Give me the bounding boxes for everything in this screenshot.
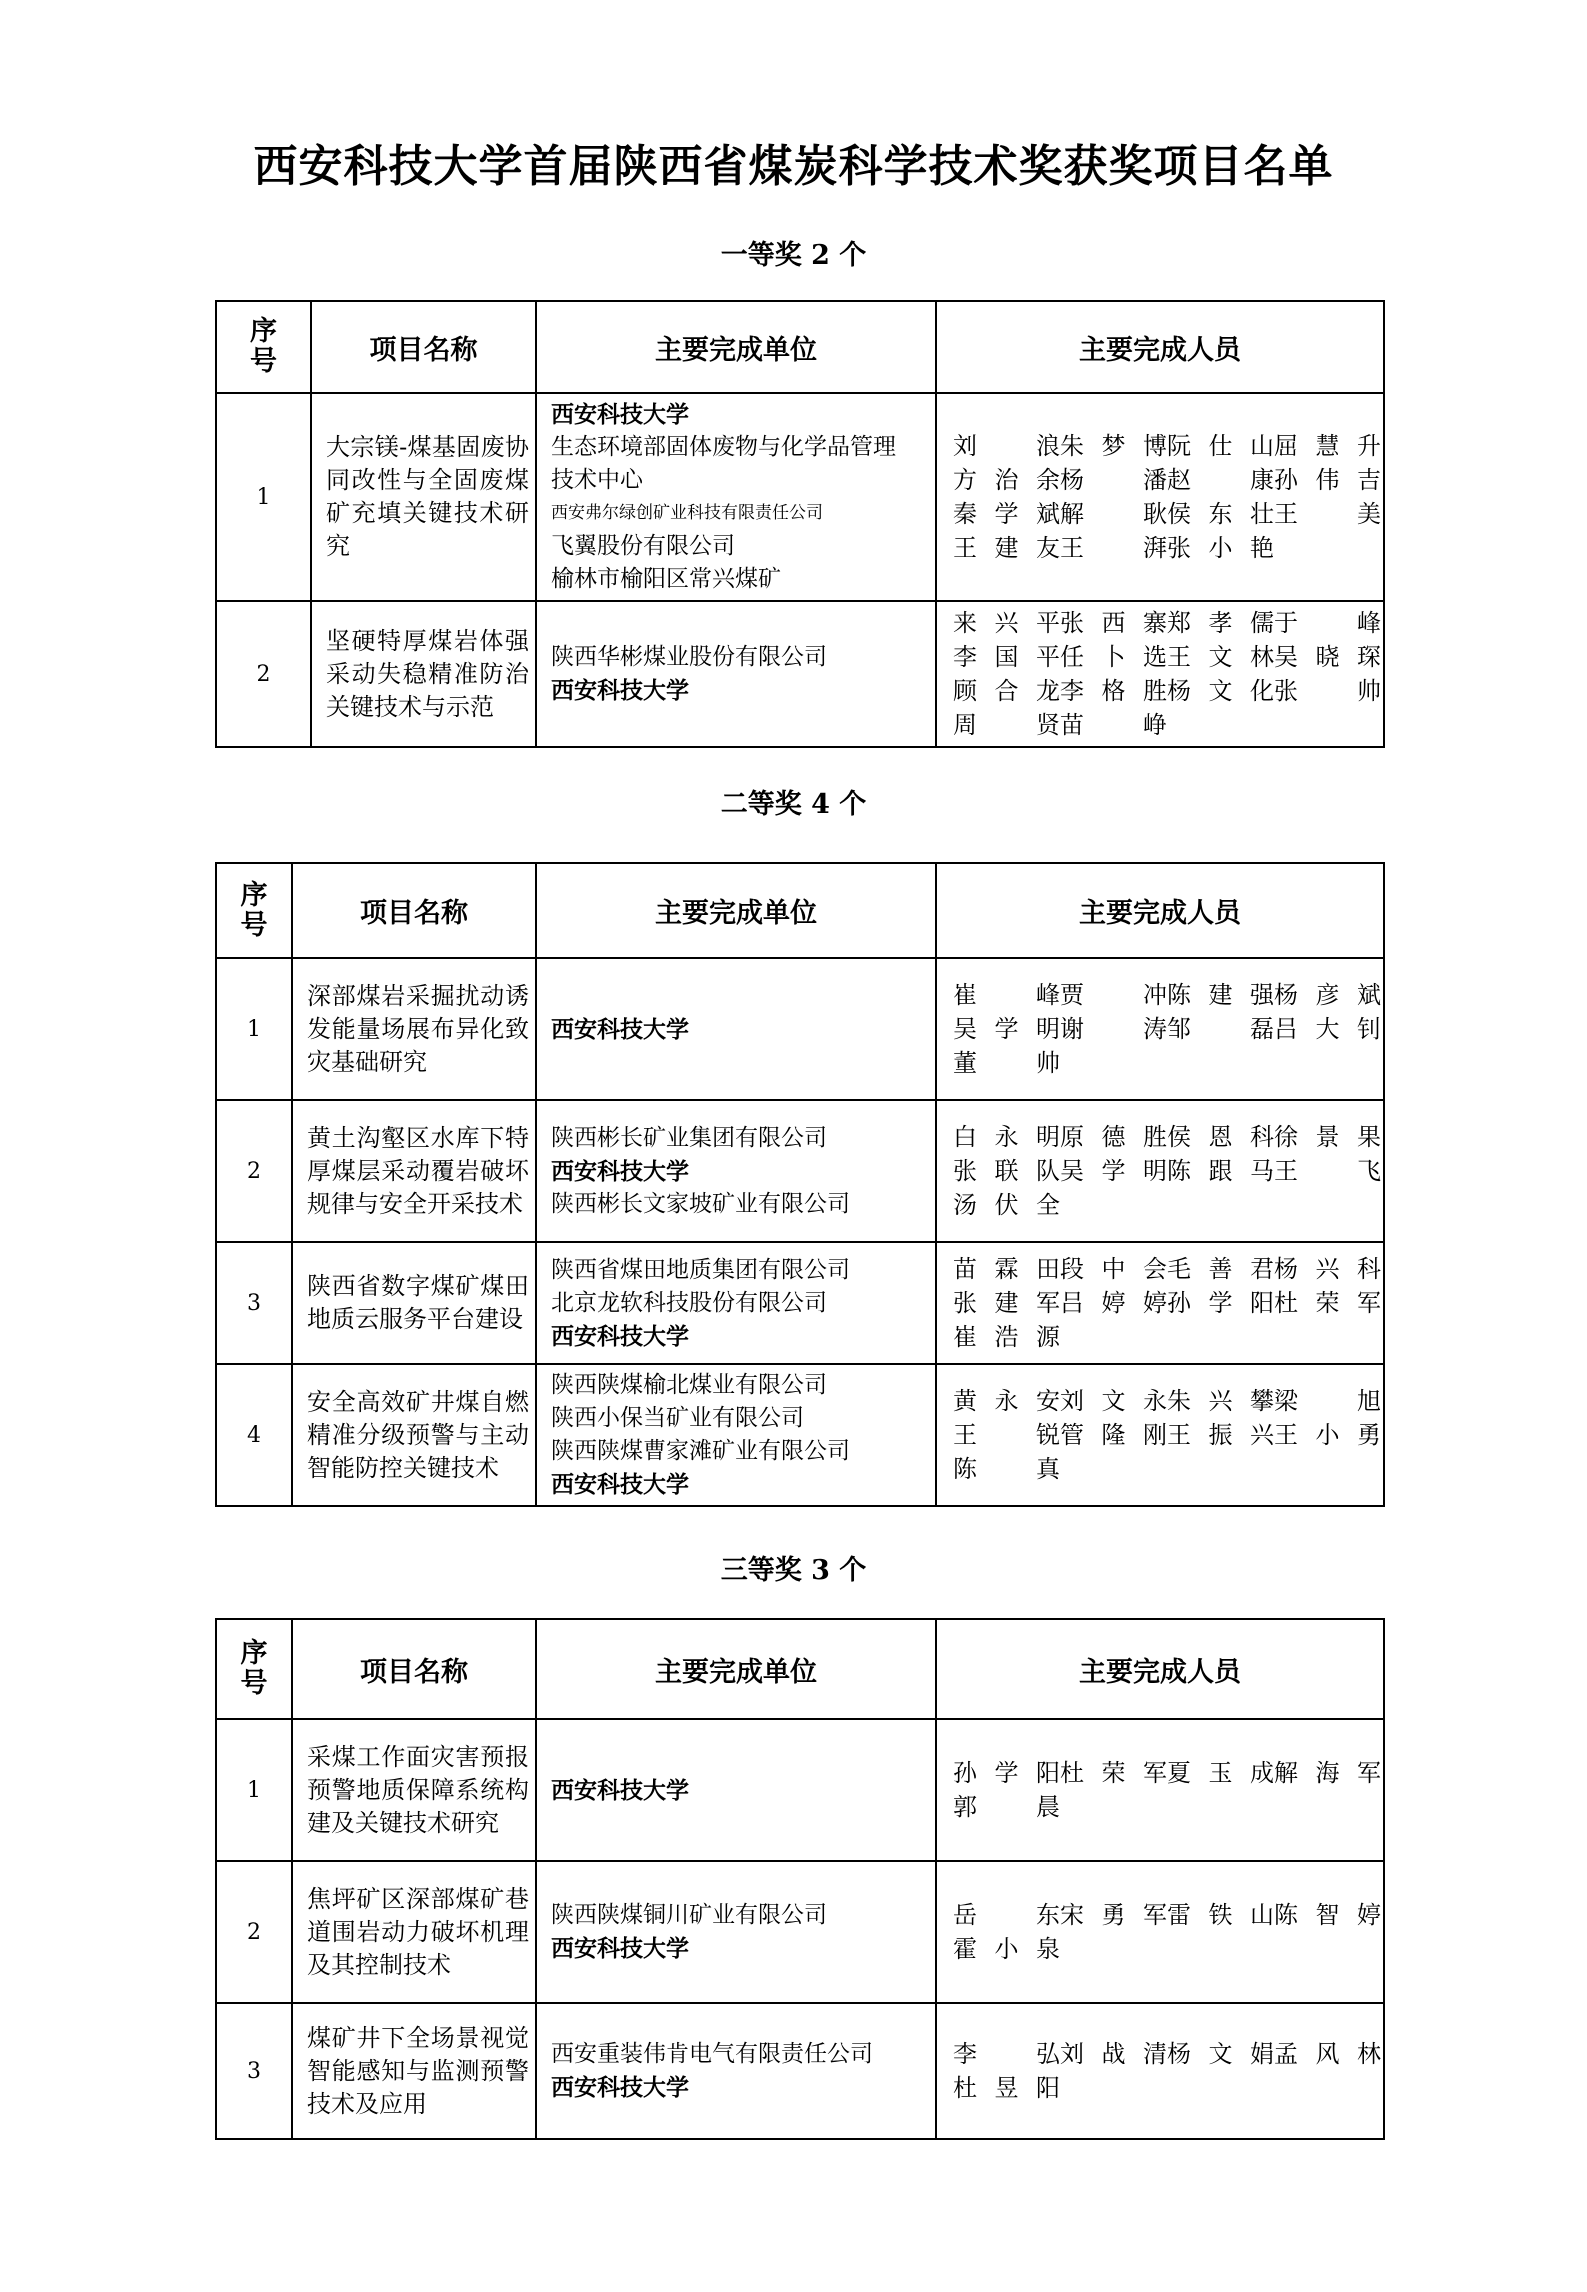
person-name: 崔峰 bbox=[953, 981, 1060, 1009]
header-people: 主要完成人员 bbox=[936, 863, 1384, 958]
person-name: 王湃 bbox=[1060, 534, 1167, 562]
person-name: 杨兴科 bbox=[1274, 1255, 1381, 1283]
row-seq-number: 3 bbox=[216, 1242, 292, 1364]
person-name: 陈真 bbox=[953, 1455, 1060, 1483]
person-name: 王文林 bbox=[1167, 643, 1274, 671]
unit-name: 西安科技大学 bbox=[551, 1015, 689, 1043]
header-units: 主要完成单位 bbox=[536, 863, 936, 958]
people-line bbox=[953, 463, 1381, 497]
unit-name: 陕西彬长矿业集团有限公司 bbox=[551, 1124, 827, 1151]
person-name: 霍小泉 bbox=[953, 1935, 1060, 1963]
people-line bbox=[953, 497, 1381, 531]
completing-units bbox=[536, 1719, 936, 1861]
third-prize-table bbox=[215, 1618, 1385, 2140]
person-name: 陈跟马 bbox=[1167, 1157, 1274, 1185]
person-name: 朱兴攀 bbox=[1167, 1387, 1274, 1415]
person-name: 于峰 bbox=[1274, 609, 1381, 637]
people-line bbox=[953, 1932, 1375, 1966]
person-name: 毛善君 bbox=[1167, 1255, 1274, 1283]
person-name: 郭晨 bbox=[953, 1793, 1060, 1821]
person-name: 原德胜 bbox=[1060, 1123, 1167, 1151]
person-name: 白永明 bbox=[953, 1123, 1060, 1151]
people-line bbox=[953, 1898, 1381, 1932]
unit-name: 陕西陕煤曹家滩矿业有限公司 bbox=[551, 1438, 850, 1464]
person-name: 王飞 bbox=[1274, 1157, 1381, 1185]
row-seq-number: 2 bbox=[216, 1861, 292, 2003]
person-name: 侯恩科 bbox=[1167, 1123, 1274, 1151]
people-line bbox=[953, 1012, 1381, 1046]
header-seq: 序 号 bbox=[216, 863, 292, 958]
person-name: 管隆刚 bbox=[1060, 1421, 1167, 1449]
person-name: 解海军 bbox=[1274, 1759, 1381, 1787]
row-seq-number: 1 bbox=[216, 1719, 292, 1861]
person-name: 张帅 bbox=[1274, 677, 1381, 705]
completing-units bbox=[536, 958, 936, 1100]
completing-people bbox=[936, 601, 1384, 747]
completing-units bbox=[536, 2003, 936, 2139]
person-name: 段中会 bbox=[1060, 1255, 1167, 1283]
person-name: 吴学明 bbox=[953, 1015, 1060, 1043]
row-seq-number: 2 bbox=[216, 601, 311, 747]
person-name: 徐景果 bbox=[1274, 1123, 1381, 1151]
unit-name: 陕西小保当矿业有限公司 bbox=[551, 1405, 804, 1431]
person-name: 谢涛 bbox=[1060, 1015, 1167, 1043]
person-name: 张建军 bbox=[953, 1289, 1060, 1317]
completing-people bbox=[936, 1100, 1384, 1242]
people-line bbox=[953, 708, 1375, 742]
person-name: 贾冲 bbox=[1060, 981, 1167, 1009]
project-name: 焦坪矿区深部煤矿巷道围岩动力破坏机理及其控制技术 bbox=[292, 1861, 536, 2003]
row-seq-number: 1 bbox=[216, 958, 292, 1100]
person-name: 邹磊 bbox=[1167, 1015, 1274, 1043]
unit-name: 西安科技大学 bbox=[551, 401, 689, 428]
table-header-row bbox=[216, 863, 1384, 958]
person-name: 吴学明 bbox=[1060, 1157, 1167, 1185]
completing-people bbox=[936, 2003, 1384, 2139]
person-name: 黄永安 bbox=[953, 1387, 1060, 1415]
completing-people bbox=[936, 1719, 1384, 1861]
person-name: 杨文娟 bbox=[1167, 2040, 1274, 2068]
project-name: 黄土沟壑区水库下特厚煤层采动覆岩破坏规律与安全开采技术 bbox=[292, 1100, 536, 1242]
table-row bbox=[216, 1242, 1384, 1364]
person-name: 杜荣军 bbox=[1274, 1289, 1381, 1317]
people-line bbox=[953, 1046, 1375, 1080]
person-name: 夏玉成 bbox=[1167, 1759, 1274, 1787]
table-row bbox=[216, 1364, 1384, 1506]
person-name: 李格胜 bbox=[1060, 677, 1167, 705]
unit-name: 西安科技大学 bbox=[551, 1322, 689, 1350]
first-prize-table bbox=[215, 300, 1385, 748]
person-name: 侯东壮 bbox=[1167, 500, 1274, 528]
unit-name: 陕西华彬煤业股份有限公司 bbox=[551, 644, 827, 670]
person-name: 杜昱阳 bbox=[953, 2074, 1060, 2102]
people-line bbox=[953, 1452, 1375, 1486]
completing-units bbox=[536, 1242, 936, 1364]
person-name: 张联队 bbox=[953, 1157, 1060, 1185]
person-name: 郑孝儒 bbox=[1167, 609, 1274, 637]
person-name: 刘浪 bbox=[953, 432, 1060, 460]
person-name: 张西寨 bbox=[1060, 609, 1167, 637]
project-name: 坚硬特厚煤岩体强采动失稳精准防治关键技术与示范 bbox=[311, 601, 536, 747]
people-line bbox=[953, 1418, 1381, 1452]
project-name: 大宗镁-煤基固废协同改性与全固废煤矿充填关键技术研究 bbox=[311, 393, 536, 601]
header-seq: 序 号 bbox=[216, 1619, 292, 1719]
person-name: 李弘 bbox=[953, 2040, 1060, 2068]
person-name: 吴晓琛 bbox=[1274, 643, 1381, 671]
person-name: 孙学阳 bbox=[1167, 1289, 1274, 1317]
section-heading-third-prize: 三等奖 3 个 bbox=[720, 1555, 867, 1586]
person-name: 董帅 bbox=[953, 1049, 1060, 1077]
person-name: 周贤 bbox=[953, 711, 1060, 739]
people-line bbox=[953, 1120, 1381, 1154]
completing-units bbox=[536, 601, 936, 747]
completing-people bbox=[936, 958, 1384, 1100]
table-row bbox=[216, 1719, 1384, 1861]
person-name: 顾合龙 bbox=[953, 677, 1060, 705]
people-line bbox=[953, 1286, 1381, 1320]
people-line bbox=[953, 674, 1381, 708]
people-line bbox=[953, 1252, 1381, 1286]
person-name: 苗峥 bbox=[1060, 711, 1167, 739]
person-name: 吕大钊 bbox=[1274, 1015, 1381, 1043]
person-name: 刘文永 bbox=[1060, 1387, 1167, 1415]
person-name: 杨潘 bbox=[1060, 466, 1167, 494]
second-prize-table bbox=[215, 862, 1385, 1507]
people-line bbox=[953, 640, 1381, 674]
people-line bbox=[953, 1154, 1381, 1188]
person-name: 孙学阳 bbox=[953, 1759, 1060, 1787]
person-name: 陈建强 bbox=[1167, 981, 1274, 1009]
unit-name: 陕西省煤田地质集团有限公司 bbox=[551, 1256, 850, 1283]
unit-name: 西安科技大学 bbox=[551, 1935, 689, 1962]
person-name: 秦学斌 bbox=[953, 500, 1060, 528]
people-line bbox=[953, 978, 1381, 1012]
row-seq-number: 3 bbox=[216, 2003, 292, 2139]
person-name: 宋勇军 bbox=[1060, 1901, 1167, 1929]
completing-units bbox=[536, 1364, 936, 1506]
header-people: 主要完成人员 bbox=[936, 1619, 1384, 1719]
project-name: 安全高效矿井煤自燃精准分级预警与主动智能防控关键技术 bbox=[292, 1364, 536, 1506]
person-name: 阮仕山 bbox=[1167, 432, 1274, 460]
person-name: 王美 bbox=[1274, 500, 1381, 528]
person-name: 杨文化 bbox=[1167, 677, 1274, 705]
header-people: 主要完成人员 bbox=[936, 301, 1384, 393]
unit-name: 西安科技大学 bbox=[551, 677, 689, 704]
row-seq-number: 1 bbox=[216, 393, 311, 601]
project-name: 陕西省数字煤矿煤田地质云服务平台建设 bbox=[292, 1242, 536, 1364]
unit-name: 陕西陕煤榆北煤业有限公司 bbox=[551, 1372, 827, 1398]
completing-people bbox=[936, 393, 1384, 601]
person-name: 杜荣军 bbox=[1060, 1759, 1167, 1787]
unit-name: 西安科技大学 bbox=[551, 1776, 689, 1804]
person-name: 孟风林 bbox=[1274, 2040, 1381, 2068]
section-heading-first-prize: 一等奖 2 个 bbox=[720, 240, 867, 271]
project-name: 深部煤岩采掘扰动诱发能量场展布异化致灾基础研究 bbox=[292, 958, 536, 1100]
person-name: 崔浩源 bbox=[953, 1323, 1060, 1351]
header-project: 项目名称 bbox=[292, 1619, 536, 1719]
person-name: 解耿 bbox=[1060, 500, 1167, 528]
person-name: 王振兴 bbox=[1167, 1421, 1274, 1449]
people-line bbox=[953, 531, 1375, 565]
unit-name: 技术中心 bbox=[551, 467, 643, 493]
person-name: 屈慧升 bbox=[1274, 432, 1381, 460]
person-name: 陈智婷 bbox=[1274, 1901, 1381, 1929]
person-name: 张小艳 bbox=[1167, 534, 1274, 562]
person-name: 吕婷婷 bbox=[1060, 1289, 1167, 1317]
section-heading-second-prize: 二等奖 4 个 bbox=[720, 789, 867, 820]
table-row bbox=[216, 2003, 1384, 2139]
people-line bbox=[953, 429, 1381, 463]
person-name: 王锐 bbox=[953, 1421, 1060, 1449]
completing-units bbox=[536, 393, 936, 601]
row-seq-number: 4 bbox=[216, 1364, 292, 1506]
person-name: 王建友 bbox=[953, 534, 1060, 562]
people-line bbox=[953, 1790, 1375, 1824]
person-name: 汤伏全 bbox=[953, 1191, 1060, 1219]
unit-name: 榆林市榆阳区常兴煤矿 bbox=[551, 566, 781, 592]
person-name: 李国平 bbox=[953, 643, 1060, 671]
unit-name: 生态环境部固体废物与化学品管理 bbox=[551, 434, 896, 460]
people-line bbox=[953, 1188, 1375, 1222]
person-name: 孙伟吉 bbox=[1274, 466, 1381, 494]
people-line bbox=[953, 2071, 1375, 2105]
people-line bbox=[953, 1384, 1381, 1418]
row-seq-number: 2 bbox=[216, 1100, 292, 1242]
person-name: 朱梦博 bbox=[1060, 432, 1167, 460]
completing-people bbox=[936, 1364, 1384, 1506]
completing-people bbox=[936, 1861, 1384, 2003]
table-row bbox=[216, 1100, 1384, 1242]
people-line bbox=[953, 606, 1381, 640]
table-header-row bbox=[216, 301, 1384, 393]
person-name: 梁旭 bbox=[1274, 1387, 1381, 1415]
table-row bbox=[216, 958, 1384, 1100]
unit-name: 北京龙软科技股份有限公司 bbox=[551, 1289, 827, 1316]
unit-name: 陕西陕煤铜川矿业有限公司 bbox=[551, 1902, 827, 1928]
document-title: 西安科技大学首届陕西省煤炭科学技术奖获奖项目名单 bbox=[253, 141, 1334, 192]
person-name: 雷铁山 bbox=[1167, 1901, 1274, 1929]
header-units: 主要完成单位 bbox=[536, 301, 936, 393]
completing-units bbox=[536, 1100, 936, 1242]
table-row bbox=[216, 601, 1384, 747]
table-header-row bbox=[216, 1619, 1384, 1719]
header-seq: 序 号 bbox=[216, 301, 311, 393]
unit-name: 西安弗尔绿创矿业科技有限责任公司 bbox=[551, 503, 823, 523]
unit-name: 西安科技大学 bbox=[551, 2074, 689, 2101]
completing-people bbox=[936, 1242, 1384, 1364]
person-name: 方治余 bbox=[953, 466, 1060, 494]
person-name: 刘战清 bbox=[1060, 2040, 1167, 2068]
person-name: 杨彦斌 bbox=[1274, 981, 1381, 1009]
project-name: 采煤工作面灾害预报预警地质保障系统构建及关键技术研究 bbox=[292, 1719, 536, 1861]
unit-name: 飞翼股份有限公司 bbox=[551, 533, 735, 559]
header-project: 项目名称 bbox=[311, 301, 536, 393]
completing-units bbox=[536, 1861, 936, 2003]
person-name: 苗霖田 bbox=[953, 1255, 1060, 1283]
unit-name: 西安科技大学 bbox=[551, 1157, 689, 1185]
header-units: 主要完成单位 bbox=[536, 1619, 936, 1719]
person-name: 王小勇 bbox=[1274, 1421, 1381, 1449]
unit-name: 陕西彬长文家坡矿业有限公司 bbox=[551, 1190, 850, 1217]
person-name: 来兴平 bbox=[953, 609, 1060, 637]
unit-name: 西安科技大学 bbox=[551, 1471, 689, 1498]
project-name: 煤矿井下全场景视觉智能感知与监测预警技术及应用 bbox=[292, 2003, 536, 2139]
unit-name: 西安重装伟肯电气有限责任公司 bbox=[551, 2041, 873, 2067]
table-row bbox=[216, 1861, 1384, 2003]
people-line bbox=[953, 1756, 1381, 1790]
person-name: 岳东 bbox=[953, 1901, 1060, 1929]
people-line bbox=[953, 2037, 1381, 2071]
person-name: 赵康 bbox=[1167, 466, 1274, 494]
people-line bbox=[953, 1320, 1375, 1354]
person-name: 任卜选 bbox=[1060, 643, 1167, 671]
header-project: 项目名称 bbox=[292, 863, 536, 958]
table-row bbox=[216, 393, 1384, 601]
